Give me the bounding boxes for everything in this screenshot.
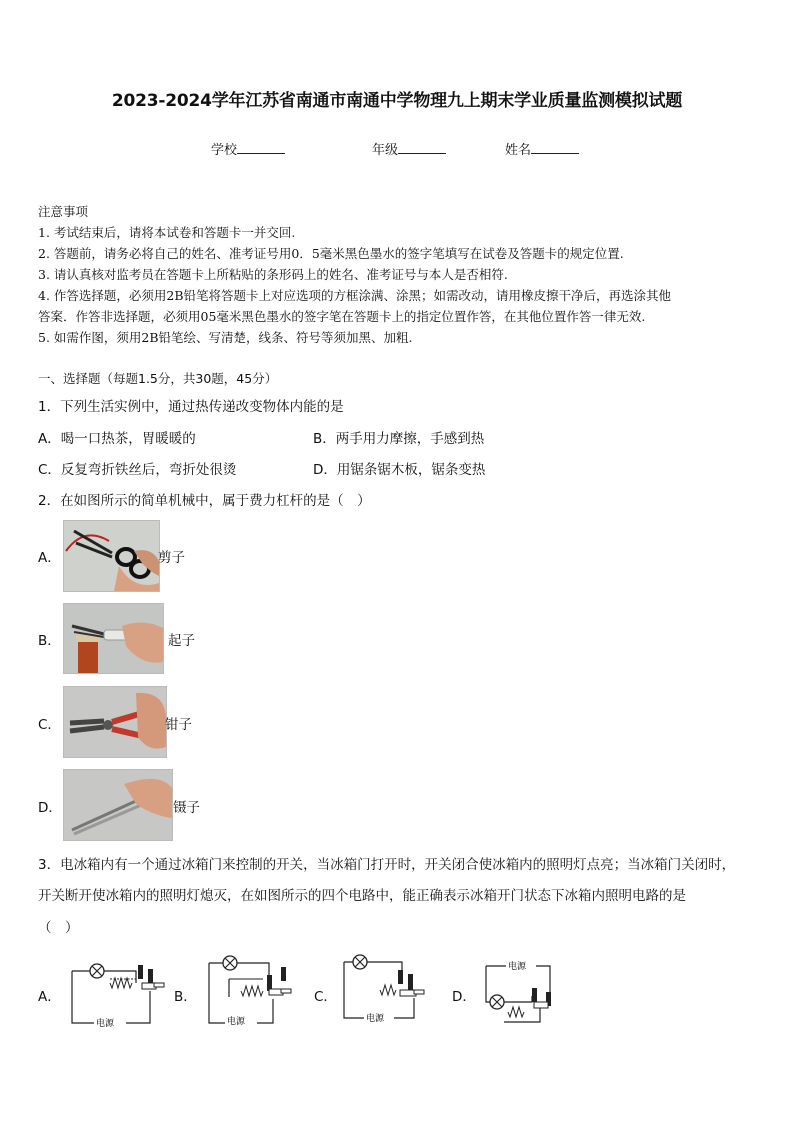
notice-item: 5. 如需作图，须用2B铅笔绘、写清楚，线条、符号等须加黑、加粗. [38,330,413,345]
power-label: 电源 [227,1017,246,1027]
question-2-stem: 2．在如图所示的简单机械中，属于费力杠杆的是（ ） [38,493,371,509]
q2-option-b-label: 起子 [168,633,195,649]
grade-blank [398,141,446,154]
name-field [505,139,579,158]
notice-item: 3. 请认真核对监考员在答题卡上所粘贴的条形码上的姓名、准考证号与本人是否相符. [38,267,508,282]
school-field [211,139,285,158]
school-label: 学校 [211,143,238,158]
scissors-photo [63,520,160,592]
circuit-d-diagram [482,956,562,1028]
pliers-photo [63,686,167,758]
power-label: 电源 [366,1014,385,1024]
switch-icon [138,965,164,989]
circuit-a-diagram [66,955,170,1027]
q1-option-c: C．反复弯折铁丝后，弯折处很烫 [38,462,237,478]
power-label: 电源 [508,962,527,972]
section-heading: 一、选择题（每题1.5分，共30题，45分） [38,371,278,386]
tweezers-photo [63,769,173,841]
lamp-icon [223,956,237,970]
q2-option-a-letter: A． [38,550,61,566]
grade-label: 年级 [372,143,399,158]
q1-option-a: A．喝一口热茶，胃暖暖的 [38,431,196,447]
q2-option-c-letter: C． [38,717,61,733]
notice-item: 2. 答题前，请务必将自己的姓名、准考证号用0．5毫米黑色墨水的签字笔填写在试卷及答题卡的规定位置. [38,246,624,261]
q2-option-c-label: 钳子 [165,717,192,733]
q1-option-d: D．用锯条锯木板，锯条变热 [313,462,486,478]
switch-icon [267,967,291,995]
q3-option-b-letter: B． [174,989,197,1005]
q3-option-c-letter: C． [314,989,337,1005]
switch-icon [532,988,551,1008]
q2-option-d-label: 镊子 [173,800,200,816]
q3-option-d-letter: D． [452,989,476,1005]
grade-field [372,139,446,158]
notice-item: 1. 考试结束后，请将本试卷和答题卡一并交回. [38,225,296,240]
name-label: 姓名 [505,143,532,158]
circuit-b-diagram [203,953,299,1027]
bottle-opener-photo [63,603,164,674]
notice-item: 答案．作答非选择题，必须用05毫米黑色墨水的签字笔在答题卡上的指定位置作答，在其他位置作答一律无效. [38,309,646,324]
q1-option-b: B．两手用力摩擦，手感到热 [313,431,485,447]
switch-icon [398,970,424,996]
lamp-icon [90,964,104,978]
name-blank [531,141,579,154]
q2-option-b-letter: B． [38,633,61,649]
power-label: 电源 [96,1019,115,1027]
notice-heading: 注意事项 [38,204,89,219]
q2-option-d-letter: D． [38,800,62,816]
q3-option-a-letter: A． [38,989,61,1005]
school-blank [237,141,285,154]
question-3-stem-line2: 开关断开使冰箱内的照明灯熄灭，在如图所示的四个电路中，能正确表示冰箱开门状态下冰箱内照明电路的是 [38,888,686,904]
lamp-icon [353,955,367,969]
question-3-stem-line1: 3．电冰箱内有一个通过冰箱门来控制的开关，当冰箱门打开时，开关闭合使冰箱内的照明灯点亮；当冰箱门关闭时， [38,857,736,873]
question-3-stem-line3: （ ） [38,920,79,936]
question-1-stem: 1．下列生活实例中，通过热传递改变物体内能的是 [38,399,344,415]
circuit-c-diagram [340,950,432,1024]
notice-item: 4. 作答选择题，必须用2B铅笔将答题卡上对应选项的方框涂满、涂黑；如需改动，请用橡皮擦干净后，再选涂其他 [38,288,672,303]
page-title: 2023-2024学年江苏省南通市南通中学物理九上期末学业质量监测模拟试题 [111,91,683,111]
lamp-icon [490,995,504,1009]
q2-option-a-label: 剪子 [158,550,185,566]
